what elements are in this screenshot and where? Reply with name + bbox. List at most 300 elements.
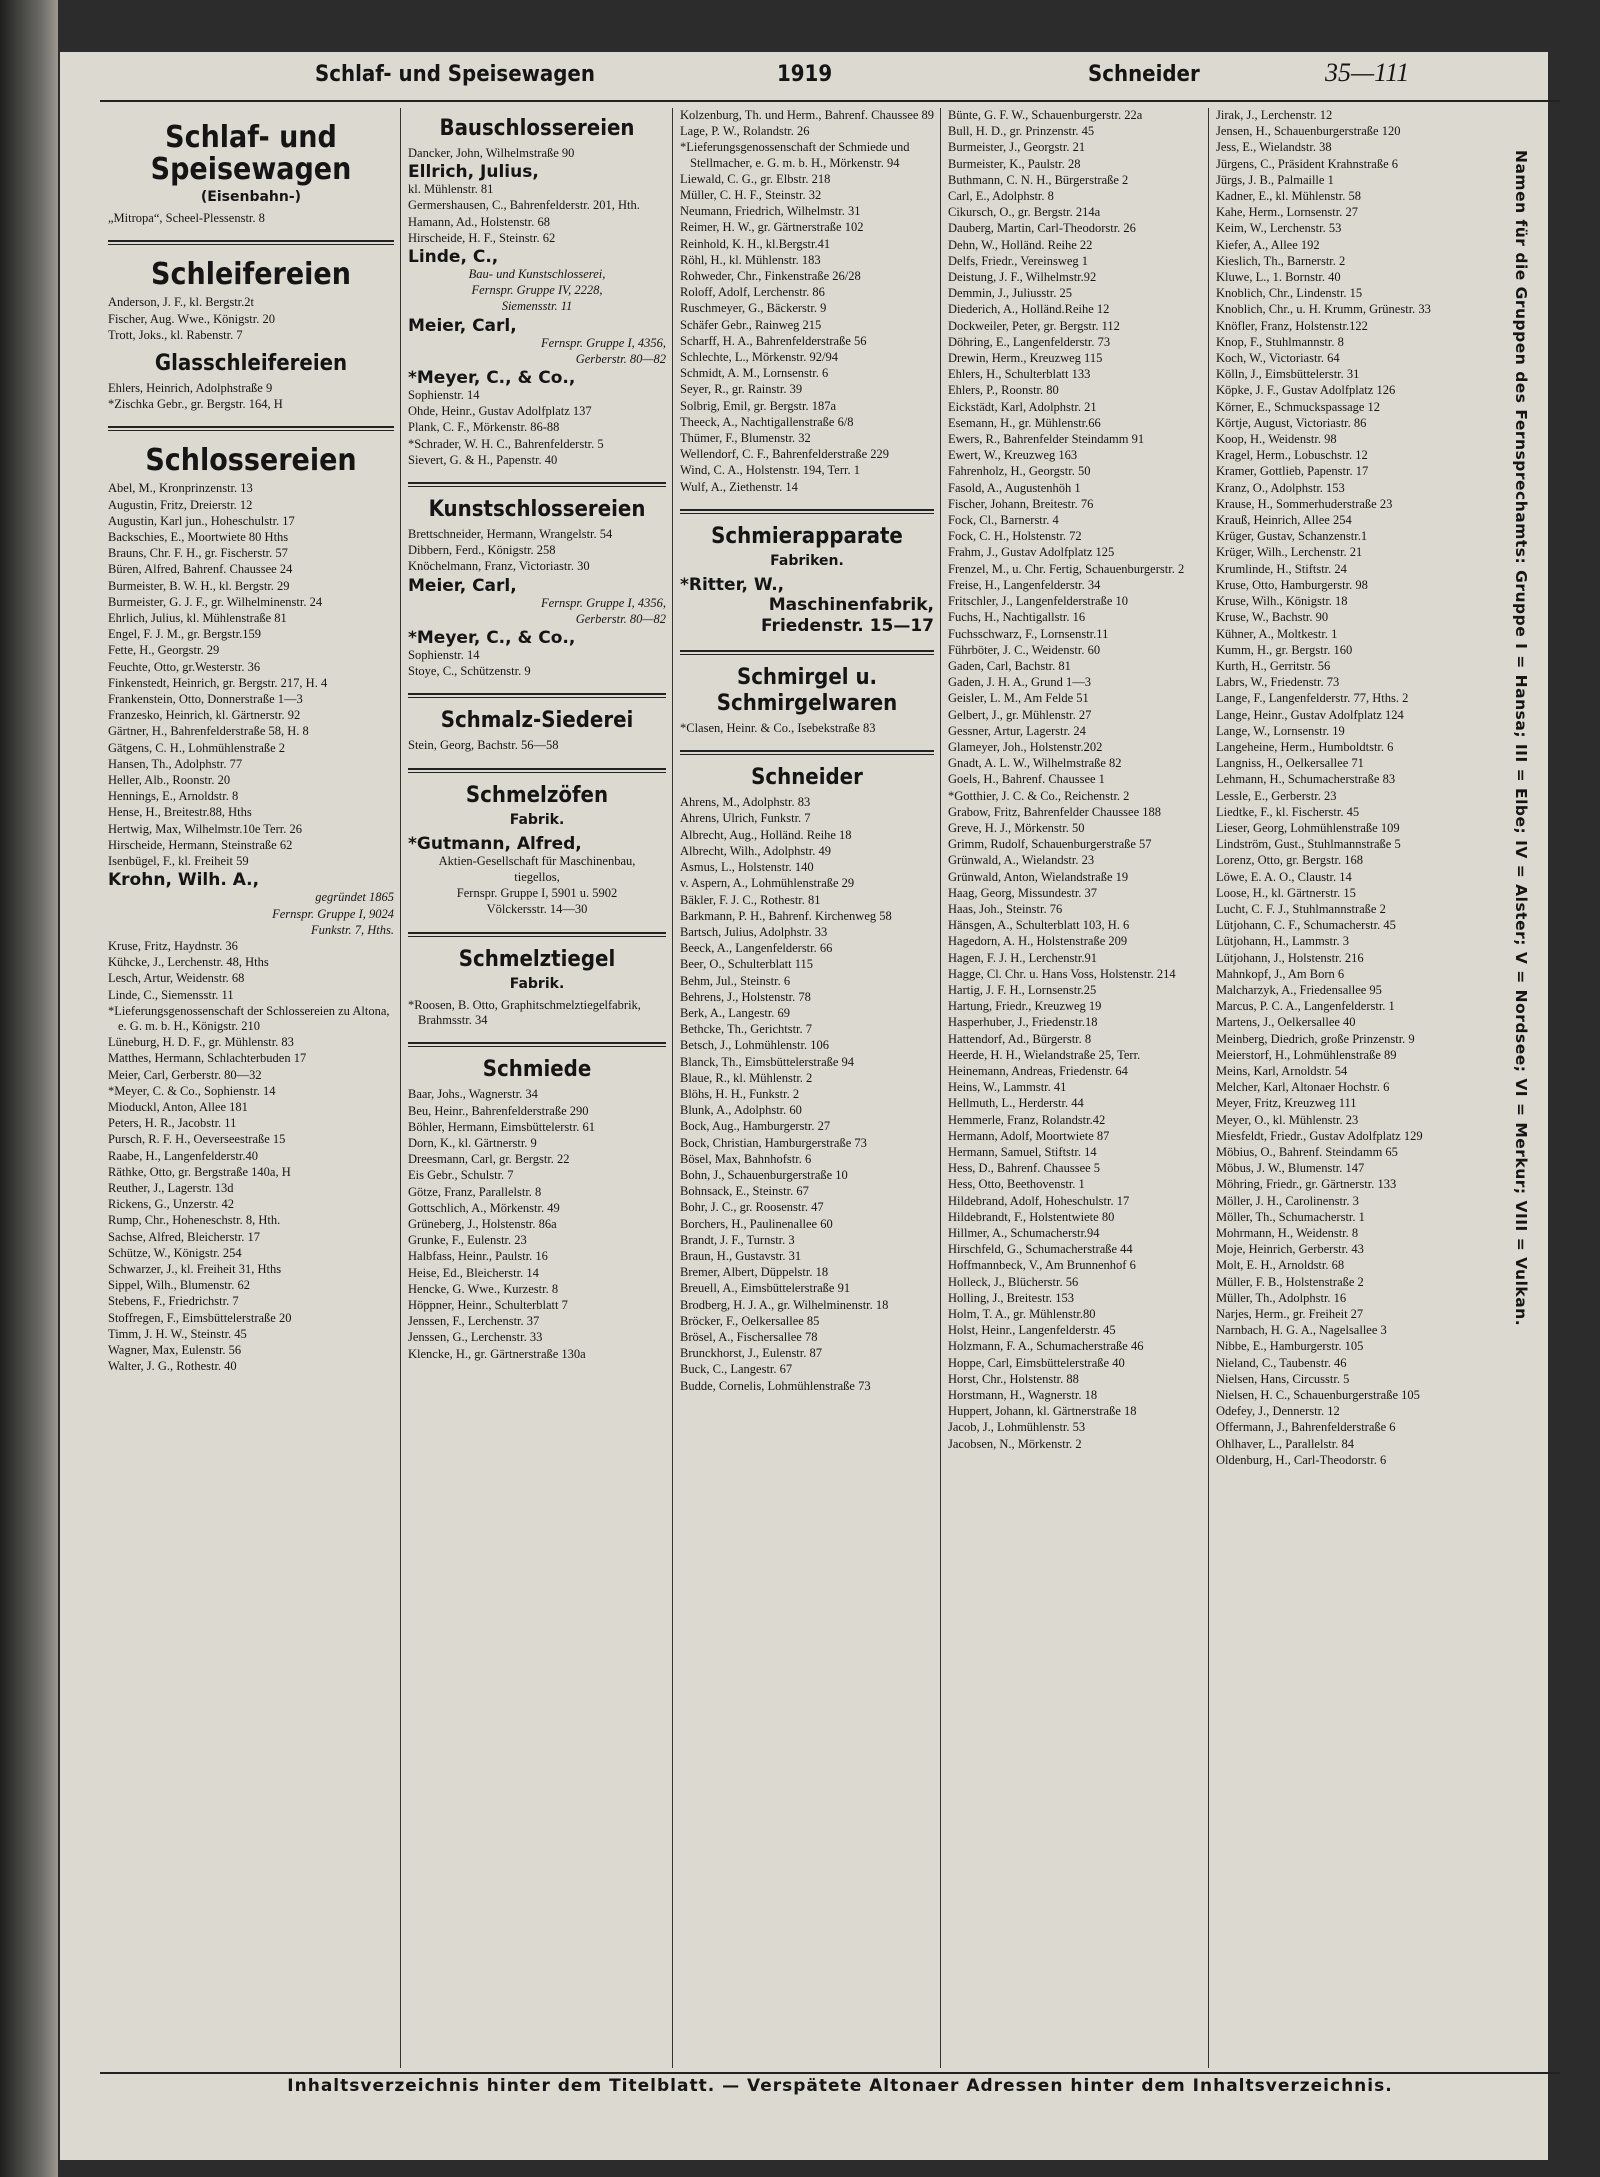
- list-item: Hermann, Samuel, Stiftstr. 14: [948, 1145, 1097, 1159]
- list-item: Völckersstr. 14—30: [486, 902, 588, 917]
- list-item: Ehlers, P., Roonstr. 80: [948, 383, 1059, 398]
- column-divider: [400, 108, 401, 2068]
- list-item: Molt, E. H., Arnoldstr. 68: [1216, 1258, 1345, 1273]
- list-item: Fuchsschwarz, F., Lornsenstr.11: [948, 626, 1109, 641]
- list-item: Lütjohann, J., Holstenstr. 216: [1216, 950, 1364, 965]
- list-item: Fernspr. Gruppe I, 4356,: [541, 595, 666, 610]
- section-title: Schlaf- und Speisewagen: [150, 120, 352, 187]
- list-item: Hagge, Cl. Chr. u. Hans Voss, Holstenstr. 214: [948, 966, 1176, 981]
- list-item: Wagner, Max, Eulenstr. 56: [108, 1342, 242, 1357]
- list-item: Eickstädt, Karl, Adolphstr. 21: [948, 399, 1097, 414]
- section-divider: [680, 750, 934, 755]
- column-4: [948, 108, 1202, 2068]
- list-item: Heller, Alb., Roonstr. 20: [108, 773, 231, 788]
- list-item: Knöfler, Franz, Holstenstr.122: [1216, 318, 1368, 333]
- list-item: Gätgens, C. H., Lohmühlenstraße 2: [108, 740, 286, 755]
- entry-list: [948, 108, 1202, 1452]
- section-divider: [108, 240, 394, 245]
- list-item: Wind, C. A., Holstenstr. 194, Terr. 1: [680, 463, 860, 478]
- list-item: Drewin, Herm., Kreuzweg 115: [948, 351, 1103, 366]
- list-item: Funkstr. 7, Hths.: [311, 922, 394, 937]
- list-item: Stoye, C., Schützenstr. 9: [408, 664, 531, 679]
- list-item: Horstmann, H., Wagnerstr. 18: [948, 1388, 1098, 1403]
- list-item: Timm, J. H. W., Steinstr. 45: [108, 1326, 247, 1341]
- list-item: Fischer, Johann, Breitestr. 76: [948, 496, 1094, 511]
- list-item: Jürgens, C., Präsident Krahnstraße 6: [1216, 156, 1399, 171]
- list-item: Schäfer Gebr., Rainweg 215: [680, 317, 822, 332]
- list-item: Maschinenfabrik,: [768, 595, 934, 616]
- section-divider: [408, 693, 666, 698]
- list-item: Grünwald, Anton, Wielandstraße 19: [948, 869, 1129, 884]
- list-item: Koop, H., Weidenstr. 98: [1216, 432, 1337, 447]
- list-item: Ohde, Heinr., Gustav Adolfplatz 137: [408, 404, 592, 419]
- list-item: Theeck, A., Nachtigallenstraße 6/8: [680, 414, 854, 429]
- list-item: Kluwe, L., 1. Bornstr. 40: [1216, 270, 1341, 285]
- list-item: Möller, J. H., Carolinenstr. 3: [1216, 1193, 1359, 1208]
- list-item: Möhring, Friedr., gr. Gärtnerstr. 133: [1216, 1177, 1397, 1192]
- featured-entry-name: *Ritter, W.,: [680, 575, 785, 596]
- section-subtitle: Fabrik.: [509, 811, 565, 828]
- entry-list: [108, 295, 394, 343]
- list-item: Hattendorf, Ad., Bürgerstr. 8: [948, 1031, 1092, 1046]
- list-item: Bock, Christian, Hamburgerstraße 73: [680, 1135, 867, 1150]
- list-item: Ewert, W., Kreuzweg 163: [948, 448, 1078, 463]
- section-title: Schneider: [751, 765, 863, 791]
- list-item: Ruschmeyer, G., Bäckerstr. 9: [680, 301, 827, 316]
- list-item: Meierstorf, H., Lohmühlenstraße 89: [1216, 1047, 1397, 1062]
- page-header: [100, 58, 1560, 98]
- list-item: Albrecht, Wilh., Adolphstr. 49: [680, 843, 831, 858]
- list-item: *Meyer, C. & Co., Sophienstr. 14: [108, 1083, 276, 1098]
- list-item: Blunk, A., Adolphstr. 60: [680, 1103, 802, 1118]
- list-item: Knoblich, Chr., Lindenstr. 15: [1216, 286, 1363, 301]
- list-item: Linde, C., Siemensstr. 11: [108, 987, 234, 1002]
- list-item: Gerberstr. 80—82: [575, 611, 666, 626]
- list-item: Beer, O., Schulterblatt 115: [680, 957, 814, 972]
- list-item: kl. Mühlenstr. 81: [408, 182, 494, 197]
- list-item: Solbrig, Emil, gr. Bergstr. 187a: [680, 398, 837, 413]
- list-item: Holst, Heinr., Langenfelderstr. 45: [948, 1323, 1116, 1338]
- list-item: Nielsen, H. C., Schauenburgerstraße 105: [1216, 1388, 1420, 1403]
- list-item: Dancker, John, Wilhelmstraße 90: [408, 146, 575, 160]
- list-item: Gaden, Carl, Bachstr. 81: [948, 658, 1071, 673]
- list-item: Baar, Johs., Wagnerstr. 34: [408, 1087, 538, 1102]
- list-item: Holling, J., Breitestr. 153: [948, 1290, 1075, 1305]
- list-item: Fuchs, H., Nachtigallstr. 16: [948, 610, 1086, 625]
- list-item: Diederich, A., Holländ.Reihe 12: [948, 302, 1110, 317]
- list-item: Böhler, Hermann, Eimsbüttelerstr. 61: [408, 1119, 595, 1134]
- list-item: *Zischka Gebr., gr. Bergstr. 164, H: [108, 397, 283, 412]
- list-item: Köpke, J. F., Gustav Adolfplatz 126: [1216, 383, 1396, 398]
- list-item: „Mitropa“, Scheel-Plessenstr. 8: [108, 211, 265, 226]
- featured-entry-details: [680, 595, 934, 636]
- list-item: Kruse, W., Bachstr. 90: [1216, 610, 1329, 625]
- list-item: Blöhs, H. H., Funkstr. 2: [680, 1086, 800, 1101]
- column-1: [108, 108, 394, 2068]
- list-item: Jess, E., Wielandstr. 38: [1216, 140, 1332, 155]
- list-item: Fock, Cl., Barnerstr. 4: [948, 513, 1059, 528]
- list-item: Bartsch, Julius, Adolphstr. 33: [680, 924, 828, 939]
- list-item: Finkenstedt, Heinrich, gr. Bergstr. 217, H. 4: [108, 675, 328, 690]
- list-item: Möbus, J. W., Blumenstr. 147: [1216, 1161, 1365, 1176]
- list-item: Braun, H., Gustavstr. 31: [680, 1248, 802, 1263]
- list-item: Scharff, H. A., Bahrenfelderstraße 56: [680, 333, 867, 348]
- entry-list: [1216, 108, 1486, 1468]
- list-item: Narnbach, H. G. A., Nagelsallee 3: [1216, 1323, 1387, 1338]
- list-item: Behm, Jul., Steinstr. 6: [680, 973, 791, 988]
- list-item: Bull, H. D., gr. Prinzenstr. 45: [948, 124, 1095, 139]
- list-item: Hess, Otto, Beethovenstr. 1: [948, 1177, 1085, 1192]
- list-item: Grimm, Rudolf, Schauenburgerstraße 57: [948, 837, 1152, 852]
- list-item: Frankenstein, Otto, Donnerstraße 1—3: [108, 692, 303, 707]
- list-item: Hirscheide, H. F., Steinstr. 62: [408, 230, 556, 245]
- list-item: Fritschler, J., Langenfelderstraße 10: [948, 594, 1128, 609]
- list-item: Neumann, Friedrich, Wilhelmstr. 31: [680, 204, 861, 219]
- list-item: Fahrenholz, H., Georgstr. 50: [948, 464, 1091, 479]
- list-item: Fette, H., Georgstr. 29: [108, 643, 220, 658]
- list-item: Reuther, J., Lagerstr. 13d: [108, 1180, 234, 1195]
- list-item: Roloff, Adolf, Lerchenstr. 86: [680, 285, 825, 300]
- list-item: Lütjohann, C. F., Schumacherstr. 45: [1216, 918, 1396, 933]
- list-item: Eis Gebr., Schulstr. 7: [408, 1168, 514, 1183]
- list-item: Offermann, J., Bahrenfelderstraße 6: [1216, 1420, 1396, 1435]
- section-subtitle: (Eisenbahn-): [200, 189, 302, 205]
- list-item: Heise, Ed., Bleicherstr. 14: [408, 1265, 539, 1280]
- list-item: Hamann, Ad., Holstenstr. 68: [408, 214, 551, 229]
- header-right: Schneider: [1088, 62, 1200, 87]
- list-item: Matthes, Hermann, Schlachterbuden 17: [108, 1051, 307, 1066]
- list-item: Marcus, P. C. A., Langenfelderstr. 1: [1216, 999, 1395, 1014]
- list-item: Krause, H., Sommerhuderstraße 23: [1216, 496, 1393, 511]
- list-item: Seyer, R., gr. Rainstr. 39: [680, 382, 803, 397]
- list-item: Hoffmannbeck, V., Am Brunnenhof 6: [948, 1258, 1136, 1273]
- list-item: Greve, H. J., Mörkenstr. 50: [948, 820, 1085, 835]
- list-item: Carl, E., Adolphstr. 8: [948, 189, 1054, 204]
- list-item: Bohnsack, E., Steinstr. 67: [680, 1184, 809, 1199]
- list-item: Mioduckl, Anton, Allee 181: [108, 1099, 248, 1114]
- list-item: Hagen, F. J. H., Lerchenstr.91: [948, 950, 1097, 965]
- page-footer: Inhaltsverzeichnis hinter dem Titelblatt. — Verspätete Altonaer Adressen hinter dem Inhaltsverzeichnis.: [287, 2076, 1393, 2096]
- list-item: Loose, H., kl. Gärtnerstr. 15: [1216, 885, 1356, 900]
- featured-entry-name: Linde, C.,: [408, 247, 499, 268]
- list-item: Rickens, G., Unzerstr. 42: [108, 1197, 235, 1212]
- list-item: Bünte, G. F. W., Schauenburgerstr. 22a: [948, 108, 1143, 122]
- list-item: Augustin, Karl jun., Hoheschulstr. 17: [108, 513, 295, 528]
- list-item: Sachse, Alfred, Bleicherstr. 17: [108, 1229, 261, 1244]
- list-item: Labrs, W., Friedenstr. 73: [1216, 675, 1340, 690]
- entry-list: [680, 108, 934, 495]
- list-item: Kruse, Otto, Hamburgerstr. 98: [1216, 577, 1368, 592]
- list-item: Lange, W., Lornsenstr. 19: [1216, 723, 1345, 738]
- entry-list: [680, 795, 934, 1394]
- list-item: Brauns, Chr. F. H., gr. Fischerstr. 57: [108, 546, 288, 561]
- list-item: Oldenburg, H., Carl-Theodorstr. 6: [1216, 1452, 1387, 1467]
- list-item: Glameyer, Joh., Holstenstr.202: [948, 739, 1103, 754]
- list-item: Lucht, C. F. J., Stuhlmannstraße 2: [1216, 901, 1386, 916]
- footer-rule: [100, 2072, 1560, 2074]
- section-title: Schlossereien: [145, 443, 357, 479]
- list-item: *Gotthier, J. C. & Co., Reichenstr. 2: [948, 788, 1130, 803]
- section-subtitle: Fabriken.: [770, 552, 844, 569]
- list-item: *Lieferungsgenossenschaft der Schmiede und Stellmacher, e. G. m. b. H., Mörkenstr. 94: [680, 140, 910, 170]
- list-item: Narjes, Herm., gr. Freiheit 27: [1216, 1307, 1364, 1322]
- list-item: Bremer, Albert, Düppelstr. 18: [680, 1265, 829, 1280]
- list-item: Ehrlich, Julius, kl. Mühlenstraße 81: [108, 611, 287, 626]
- list-item: Deistung, J. F., Wilhelmstr.92: [948, 270, 1097, 285]
- featured-entry-name: *Meyer, C., & Co.,: [408, 368, 576, 389]
- list-item: Holleck, J., Blücherstr. 56: [948, 1274, 1079, 1289]
- featured-entry-details: [108, 890, 394, 938]
- list-item: Anderson, J. F., kl. Bergstr.2t: [108, 295, 254, 310]
- list-item: Wellendorf, C. F., Bahrenfelderstraße 229: [680, 447, 890, 462]
- list-item: Löwe, E. A. O., Claustr. 14: [1216, 869, 1352, 884]
- list-item: Nielsen, Hans, Circusstr. 5: [1216, 1371, 1350, 1386]
- list-item: Hess, D., Bahrenf. Chaussee 5: [948, 1161, 1101, 1176]
- featured-entry-name: Ellrich, Julius,: [408, 162, 539, 183]
- list-item: Kölln, J., Eimsbüttelerstr. 31: [1216, 367, 1360, 382]
- list-item: Lorenz, Otto, gr. Bergstr. 168: [1216, 853, 1363, 868]
- list-item: Lessle, E., Gerberstr. 23: [1216, 788, 1337, 803]
- list-item: Ehlers, Heinrich, Adolphstraße 9: [108, 381, 273, 396]
- list-item: Grüneberg, J., Holstenstr. 86a: [408, 1216, 557, 1231]
- list-item: Dibbern, Ferd., Königstr. 258: [408, 543, 556, 558]
- section-divider: [108, 426, 394, 431]
- list-item: Burmeister, J., Georgstr. 21: [948, 140, 1086, 155]
- header-year: 1919: [777, 62, 833, 87]
- list-item: Lieser, Georg, Lohmühlenstraße 109: [1216, 820, 1400, 835]
- list-item: Burmeister, B. W. H., kl. Bergstr. 29: [108, 578, 290, 593]
- list-item: Krauß, Heinrich, Allee 254: [1216, 513, 1352, 528]
- list-item: Burmeister, G. J. F., gr. Wilhelminenstr. 24: [108, 594, 323, 609]
- section-title: Schmalz-Siederei: [440, 708, 634, 734]
- list-item: Hertwig, Max, Wilhelmstr.10e Terr. 26: [108, 821, 302, 836]
- list-item: Moje, Heinrich, Gerberstr. 43: [1216, 1242, 1364, 1257]
- list-item: Cikursch, O., gr. Bergstr. 214a: [948, 205, 1101, 220]
- list-item: Kragel, Herm., Lobuschstr. 12: [1216, 448, 1368, 463]
- side-margin-note: [1500, 150, 1540, 2050]
- list-item: Knoblich, Chr., u. H. Krumm, Grünestr. 33: [1216, 302, 1431, 317]
- list-item: Kolzenburg, Th. und Herm., Bahrenf. Chaussee 89: [680, 108, 934, 122]
- list-item: Gelbert, J., gr. Mühlenstr. 27: [948, 707, 1092, 722]
- list-item: Feuchte, Otto, gr.Westerstr. 36: [108, 659, 261, 674]
- list-item: Gaden, J. H. A., Grund 1—3: [948, 675, 1092, 690]
- column-3: [680, 108, 934, 2068]
- featured-entry-details: [408, 854, 666, 918]
- list-item: Hennings, E., Arnoldstr. 8: [108, 789, 239, 804]
- list-item: Jensen, H., Schauenburgerstraße 120: [1216, 124, 1401, 139]
- list-item: Lesch, Artur, Weidenstr. 68: [108, 971, 245, 986]
- list-item: Dorn, K., kl. Gärtnerstr. 9: [408, 1135, 537, 1150]
- list-item: Martens, J., Oelkersallee 40: [1216, 1015, 1356, 1030]
- featured-entry-details: [408, 596, 666, 627]
- list-item: Meyer, Fritz, Kreuzweg 111: [1216, 1096, 1357, 1111]
- list-item: Holm, T. A., gr. Mühlenstr.80: [948, 1307, 1096, 1322]
- list-item: Brodberg, H. J. A., gr. Wilhelminenstr. 18: [680, 1297, 889, 1312]
- list-item: Knop, F., Stuhlmannstr. 8: [1216, 334, 1344, 349]
- list-item: Körtje, August, Victoriastr. 86: [1216, 415, 1367, 430]
- list-item: Behrens, J., Holstenstr. 78: [680, 989, 811, 1004]
- list-item: Jacobsen, N., Mörkenstr. 2: [948, 1436, 1082, 1451]
- section-divider: [408, 1042, 666, 1047]
- list-item: Bröcker, F., Oelkersallee 85: [680, 1313, 820, 1328]
- list-item: Haas, Joh., Steinstr. 76: [948, 901, 1063, 916]
- list-item: Trott, Joks., kl. Rabenstr. 7: [108, 327, 243, 342]
- list-item: Fock, C. H., Holstenstr. 72: [948, 529, 1082, 544]
- list-item: Hartig, J. F. H., Lornsenstr.25: [948, 982, 1097, 997]
- list-item: Kühcke, J., Lerchenstr. 48, Hths: [108, 955, 269, 970]
- list-item: Kahe, Herm., Lornsenstr. 27: [1216, 205, 1358, 220]
- list-item: Isenbügel, F., kl. Freiheit 59: [108, 854, 249, 869]
- list-item: Rohweder, Chr., Finkenstraße 26/28: [680, 269, 861, 284]
- list-item: Stoffregen, F., Eimsbüttelerstraße 20: [108, 1310, 292, 1325]
- list-item: Budde, Cornelis, Lohmühlenstraße 73: [680, 1378, 871, 1393]
- list-item: Malcharzyk, A., Friedensallee 95: [1216, 982, 1382, 997]
- header-rule: [100, 100, 1560, 102]
- list-item: Fasold, A., Augustenhöh 1: [948, 480, 1081, 495]
- list-item: Brettschneider, Hermann, Wrangelstr. 54: [408, 527, 613, 542]
- list-item: Jenssen, G., Lerchenstr. 33: [408, 1330, 543, 1345]
- list-item: Dreesmann, Carl, gr. Bergstr. 22: [408, 1152, 570, 1167]
- list-item: Heerde, H. H., Wielandstraße 25, Terr.: [948, 1047, 1141, 1062]
- list-item: Lage, P. W., Rolandstr. 26: [680, 124, 810, 139]
- list-item: Keim, W., Lerchenstr. 53: [1216, 221, 1342, 236]
- list-item: Fernspr. Gruppe I, 9024: [272, 906, 394, 921]
- entry-list: [108, 381, 394, 412]
- list-item: Abel, M., Kronprinzenstr. 13: [108, 481, 253, 496]
- list-item: Friedenstr. 15—17: [761, 616, 934, 637]
- list-item: Germershausen, C., Bahrenfelderstr. 201, Hth.: [408, 198, 640, 213]
- list-item: Müller, F. B., Holstenstraße 2: [1216, 1274, 1364, 1289]
- list-item: Krüger, Gustav, Schanzenstr.1: [1216, 529, 1368, 544]
- list-item: Gerberstr. 80—82: [575, 351, 666, 366]
- list-item: Bäkler, F. J. C., Rothestr. 81: [680, 892, 821, 907]
- list-item: Meinberg, Diedrich, große Prinzenstr. 9: [1216, 1031, 1415, 1046]
- entry-list: [408, 388, 666, 468]
- list-item: Stebens, F., Friedrichstr. 7: [108, 1294, 239, 1309]
- list-item: Hermann, Adolf, Moortwiete 87: [948, 1128, 1110, 1143]
- list-item: Hillmer, A., Schumacherstr.94: [948, 1226, 1100, 1241]
- list-item: Dockweiler, Peter, gr. Bergstr. 112: [948, 318, 1120, 333]
- list-item: Räthke, Otto, gr. Bergstraße 140a, H: [108, 1164, 291, 1179]
- list-item: Geisler, L. M., Am Felde 51: [948, 691, 1089, 706]
- list-item: Lindström, Gust., Stuhlmannstraße 5: [1216, 837, 1401, 852]
- list-item: Mohrmann, H., Weidenstr. 8: [1216, 1226, 1359, 1241]
- list-item: Sophienstr. 14: [408, 648, 480, 663]
- list-item: Gärtner, H., Bahrenfelderstraße 58, H. 8: [108, 724, 309, 739]
- section-title: Schmierapparate: [711, 523, 903, 549]
- list-item: Möller, Th., Schumacherstr. 1: [1216, 1209, 1365, 1224]
- list-item: Bohr, J. C., gr. Roosenstr. 47: [680, 1200, 824, 1215]
- header-left: Schlaf- und Speisewagen: [315, 62, 595, 87]
- list-item: Miesfeldt, Friedr., Gustav Adolfplatz 129: [1216, 1128, 1423, 1143]
- section-divider: [408, 932, 666, 937]
- list-item: Thümer, F., Blumenstr. 32: [680, 431, 811, 446]
- list-item: Nieland, C., Taubenstr. 46: [1216, 1355, 1347, 1370]
- list-item: Jirak, J., Lerchenstr. 12: [1216, 108, 1333, 122]
- list-item: Ahrens, Ulrich, Funkstr. 7: [680, 811, 811, 826]
- list-item: Bethcke, Th., Gerichtstr. 7: [680, 1022, 813, 1037]
- list-item: Fernspr. Gruppe I, 5901 u. 5902: [456, 886, 618, 901]
- section-title: Bauschlossereien: [439, 116, 635, 141]
- list-item: Schwarzer, J., kl. Freiheit 31, Hths: [108, 1261, 282, 1276]
- list-item: Bau- und Kunstschlosserei,: [468, 267, 606, 282]
- list-item: Kurth, H., Gerritstr. 56: [1216, 658, 1331, 673]
- list-item: Götze, Franz, Parallelstr. 8: [408, 1184, 542, 1199]
- list-item: Frenzel, M., u. Chr. Fertig, Schauenburgerstr. 2: [948, 561, 1185, 576]
- section-title: Schmelzöfen: [465, 782, 609, 808]
- list-item: Heinemann, Andreas, Friedenstr. 64: [948, 1063, 1128, 1078]
- list-item: Jenssen, F., Lerchenstr. 37: [408, 1314, 540, 1329]
- list-item: Hellmuth, L., Herderstr. 44: [948, 1096, 1084, 1111]
- list-item: Halbfass, Heinr., Paulstr. 16: [408, 1249, 548, 1264]
- list-item: Grabow, Fritz, Bahrenfelder Chaussee 188: [948, 804, 1162, 819]
- entry-list: [408, 182, 666, 246]
- list-item: Meier, Carl, Gerberstr. 80—32: [108, 1067, 262, 1082]
- list-item: Blaue, R., kl. Mühlenstr. 2: [680, 1070, 813, 1085]
- list-item: Meins, Karl, Arnoldstr. 54: [1216, 1063, 1348, 1078]
- list-item: Döhring, E., Langenfelderstr. 73: [948, 334, 1111, 349]
- list-item: Fischer, Aug. Wwe., Königstr. 20: [108, 311, 275, 326]
- list-item: Hencke, G. Wwe., Kurzestr. 8: [408, 1281, 559, 1296]
- list-item: Delfs, Friedr., Vereinsweg 1: [948, 253, 1089, 268]
- section-title: Kunstschlossereien: [428, 497, 646, 523]
- list-item: Siemensstr. 11: [501, 299, 573, 314]
- list-item: *Lieferungsgenossenschaft der Schlossereien zu Altona, e. G. m. b. H., Königstr. 210: [108, 1003, 390, 1033]
- list-item: Kruse, Fritz, Haydnstr. 36: [108, 938, 238, 953]
- column-divider: [672, 108, 673, 2068]
- list-item: Fernspr. Gruppe IV, 2228,: [471, 283, 603, 298]
- entry-list: [680, 721, 934, 736]
- list-item: Beeck, A., Langenfelderstr. 66: [680, 941, 833, 956]
- list-item: Augustin, Fritz, Dreierstr. 12: [108, 497, 253, 512]
- list-item: Horst, Chr., Holstenstr. 88: [948, 1371, 1079, 1386]
- list-item: *Roosen, B. Otto, Graphitschmelztiegelfabrik, Brahmsstr. 34: [408, 997, 641, 1028]
- list-item: tiegellos,: [514, 870, 560, 885]
- list-item: Gottschlich, A., Mörkenstr. 49: [408, 1200, 560, 1215]
- list-item: Hirscheide, Hermann, Steinstraße 62: [108, 837, 293, 852]
- list-item: Brunckhorst, J., Eulenstr. 87: [680, 1346, 823, 1361]
- entry-list: [408, 527, 666, 575]
- featured-entry-details: [408, 336, 666, 367]
- list-item: Lange, F., Langenfelderstr. 77, Hths. 2: [1216, 691, 1409, 706]
- list-item: Reinhold, K. H., kl.Bergstr.41: [680, 236, 831, 251]
- list-item: Sievert, G. & H., Papenstr. 40: [408, 452, 558, 467]
- list-item: Müller, C. H. F., Steinstr. 32: [680, 188, 822, 203]
- list-item: Büren, Alfred, Bahrenf. Chaussee 24: [108, 562, 293, 577]
- list-item: Goels, H., Bahrenf. Chaussee 1: [948, 772, 1105, 787]
- section-divider: [680, 509, 934, 514]
- list-item: Barkmann, P. H., Bahrenf. Kirchenweg 58: [680, 908, 892, 923]
- list-item: Kranz, O., Adolphstr. 153: [1216, 480, 1345, 495]
- featured-entry-name: *Meyer, C., & Co.,: [408, 628, 576, 649]
- header-page-number: 35—111: [1325, 58, 1410, 87]
- section-title: Schmiede: [482, 1057, 592, 1083]
- list-item: Pursch, R. F. H., Oeverseestraße 15: [108, 1132, 286, 1147]
- featured-entry-details: [408, 267, 666, 315]
- list-item: Kadner, E., kl. Mühlenstr. 58: [1216, 189, 1361, 204]
- list-item: Blanck, Th., Eimsbüttelerstraße 94: [680, 1054, 855, 1069]
- featured-entry-name: *Gutmann, Alfred,: [408, 833, 582, 854]
- list-item: Kühner, A., Moltkestr. 1: [1216, 626, 1338, 641]
- list-item: Liedtke, F., kl. Fischerstr. 45: [1216, 804, 1360, 819]
- list-item: Grünwald, A., Wielandstr. 23: [948, 853, 1095, 868]
- list-item: Langeheine, Herm., Humboldtstr. 6: [1216, 739, 1394, 754]
- list-item: Sippel, Wilh., Blumenstr. 62: [108, 1278, 250, 1293]
- column-2: [408, 108, 666, 2068]
- list-item: Buthmann, C. N. H., Bürgerstraße 2: [948, 172, 1129, 187]
- list-item: Müller, Th., Adolphstr. 16: [1216, 1290, 1347, 1305]
- list-item: Mahnkopf, J., Am Born 6: [1216, 966, 1345, 981]
